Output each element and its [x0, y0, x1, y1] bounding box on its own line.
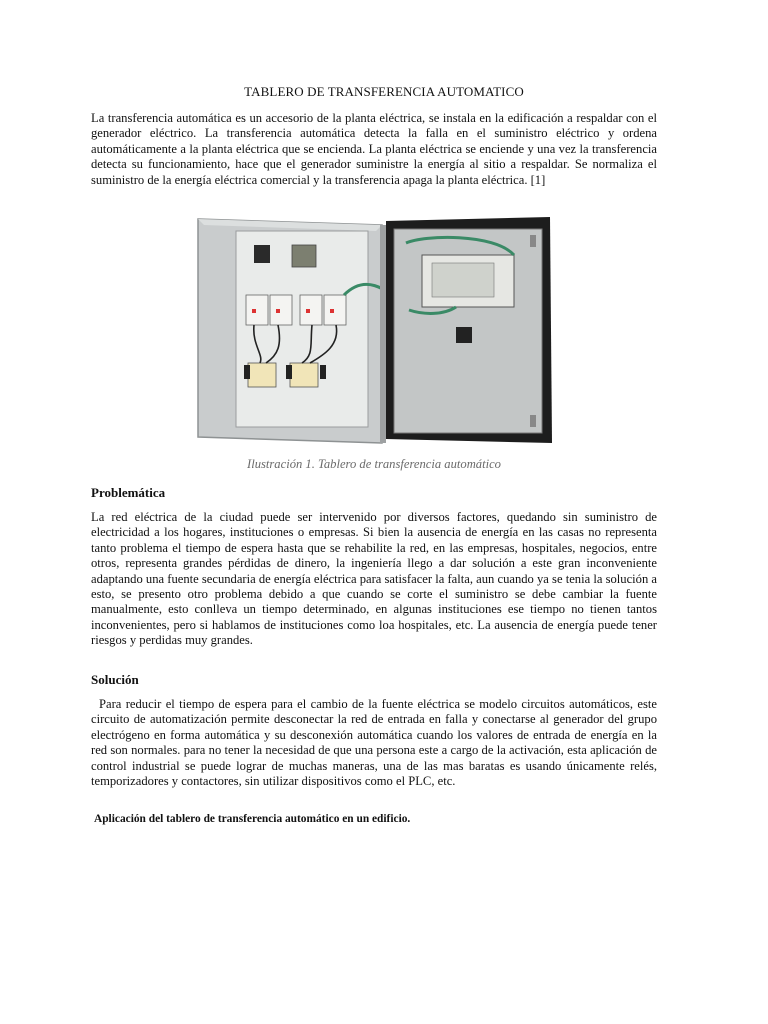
aplicacion-heading: Aplicación del tablero de transferencia automático en un edificio. [94, 813, 411, 825]
intro-paragraph: La transferencia automática es un accesorio de la planta eléctrica, se instala en la edificación a respaldar con el generador eléctrico. La transferencia automática detecta la falla en el suministro eléctrico y ordena automáticamente a la planta eléctrica que se encienda. La planta eléctrica se enciende y una vez la transferencia detecta su funcionamiento, hace que el generador suministre la energía al sitio a respaldar. Se normaliza el suministro de la energía eléctrica comercial y la transferencia apaga la planta eléctrica. [1] [91, 111, 657, 187]
transfer-panel-photo [194, 215, 556, 447]
solucion-heading: Solución [91, 672, 139, 687]
document-title: TABLERO DE TRANSFERENCIA AUTOMATICO [244, 84, 524, 99]
problematica-heading: Problemática [91, 485, 166, 500]
panel-illustration [194, 215, 556, 447]
problematica-paragraph: La red eléctrica de la ciudad puede ser intervenido por diversos factores, quedando sin suministro de electricidad a los hogares, instituciones o empresas. Si bien la ausencia de energía en las casas no representa tanto problema el tiempo de espera hasta que se rehabilite la red, en las empresas, hospitales, negocios, entre otros, representa grandes pérdidas de dinero, la ingeniería llego a dar solución a este gran inconveniente adaptando una fuente secundaria de energía eléctrica para satisfacer la falta, aun cuando ya se tenia la solución a esto, se presento otro problema debido a que cuando se corte el suministro se debe cambiar la fuente manualmente, esto conlleva un tiempo determinado, en algunas instituciones ese tiempo no tienen tantos inconvenientes, pero si hablamos de instituciones como loa hospitales, etc. La ausencia de energía puede tener riesgos y perdidas muy grandes. [91, 510, 657, 648]
figure-caption: Ilustración 1. Tablero de transferencia automático [247, 457, 501, 471]
solucion-paragraph: Para reducir el tiempo de espera para el cambio de la fuente eléctrica se modelo circuitos automáticos, este circuito de automatización permite desconectar la red de entrada en falla y conectarse al generador del grupo electrógeno en forma automática y su desconexión automática cuando los valores de entrada de energía en la red son normales. para no tener la necesidad de que una persona este a cargo de la activación, esta aplicación de control industrial se puede lograr de muchas maneras, una de las mas baratas es usando únicamente relés, temporizadores y contactores, sin utilizar dispositivos como el PLC, etc. [91, 697, 657, 789]
